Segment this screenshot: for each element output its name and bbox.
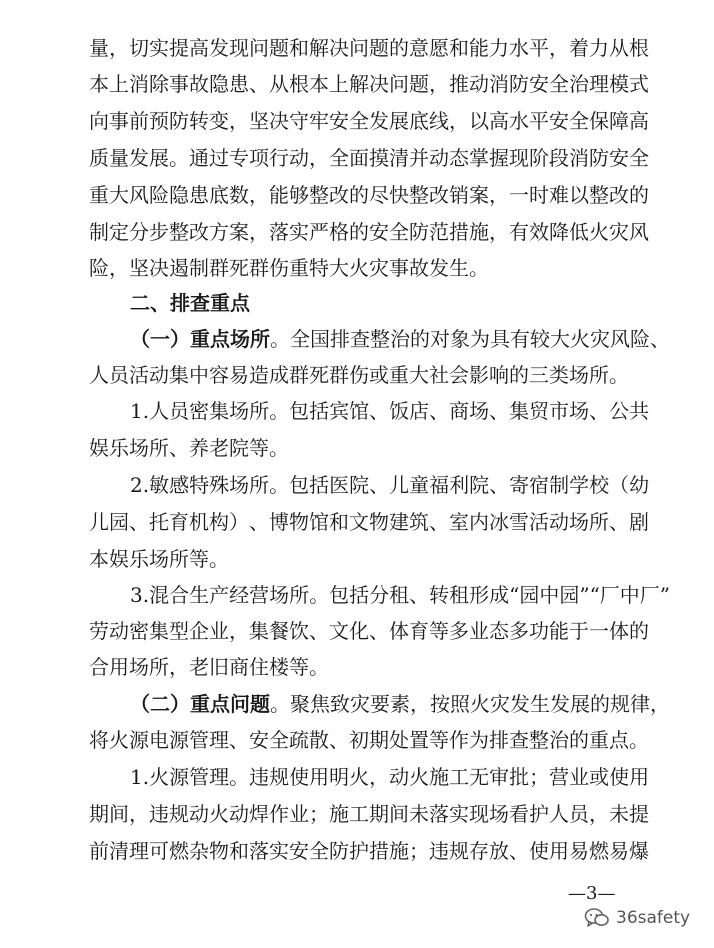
text-line: 制 定 分 步 整 改 方 案 ， 落 实 严 格 的 安 全 防 范 措 施 ， 有 效 降 低 火 灾 风: [89, 220, 649, 244]
wechat-icon: [584, 907, 610, 929]
text-line: 期 间 ， 违 规 动 火 动 焊 作 业 ； 施 工 期 间 未 落 实 现 场 看 护 人 员 ， 未 提: [89, 802, 649, 826]
text-line: 劳 动 密 集 型 企 业 ， 集 餐 饮 、 文 化 、 体 育 等 多 业 态 多 功 能 于 一 体 的: [89, 619, 649, 643]
text-line: 量 ， 切 实 提 高 发 现 问 题 和 解 决 问 题 的 意 愿 和 能 力 水 平 ， 着 力 从 根: [89, 36, 649, 60]
text-line: 本 上 消 除 事 故 隐 患 、 从 根 本 上 解 决 问 题 ， 推 动 消 防 安 全 治 理 模 式: [89, 72, 649, 96]
text-line: 将 火 源 电 源 管 理 、 安 全 疏 散 、 初 期 处 置 等 作 为 排 查 整 治 的 重 点 。: [89, 728, 649, 752]
text-line: 前 清 理 可 燃 杂 物 和 落 实 安 全 防 护 措 施 ； 违 规 存 放 、 使 用 易 燃 易 爆: [89, 839, 649, 863]
page-number: —3—: [568, 883, 616, 904]
text-line: 3 . 混 合 生 产 经 营 场 所 。 包 括 分 租 、 转 租 形 成 “ 园 中 园 ” “ 厂 中 厂 ”: [130, 583, 671, 607]
text-line: 本娱乐场所等。: [89, 547, 229, 571]
text-line: 2 . 敏 感 特 殊 场 所 。 包 括 医 院 、 儿 童 福 利 院 、 寄 宿 制 学 校 （ 幼: [130, 473, 650, 497]
watermark: [584, 906, 690, 930]
text-line: 1 . 人 员 密 集 场 所 。 包 括 宾 馆 、 饭 店 、 商 场 、 集 贸 市 场 、 公 共: [130, 399, 650, 423]
text-line: 娱乐场所、养老院等。: [89, 436, 289, 460]
text-line: 1 . 火 源 管 理 。 违 规 使 用 明 火 ， 动 火 施 工 无 审 批 ； 营 业 或 使 用: [130, 765, 650, 789]
text-line: 向 事 前 预 防 转 变 ， 坚 决 守 牢 安 全 发 展 底 线 ， 以 高 水 平 安 全 保 障 高: [89, 109, 649, 133]
text-line: （ 二 ） 重 点 问 题 。 聚 焦 致 灾 要 素 ， 按 照 火 灾 发 生 发 展 的 规 律 ，: [130, 692, 670, 716]
text-line: 合用场所，老旧商住楼等。: [89, 655, 329, 679]
section-heading: 二、排查重点: [130, 291, 250, 315]
text-line: 人 员 活 动 集 中 容 易 造 成 群 死 群 伤 或 重 大 社 会 影 响 的 三 类 场 所 。: [89, 363, 629, 387]
text-line: 险，坚决遏制群死群伤重特大火灾事故发生。: [89, 256, 489, 280]
watermark-text: 36safety: [616, 908, 691, 928]
text-line: 质 量 发 展 。 通 过 专 项 行 动 ， 全 面 摸 清 并 动 态 掌 握 现 阶 段 消 防 安 全: [89, 146, 649, 170]
text-line: 重 大 风 险 隐 患 底 数 ， 能 够 整 改 的 尽 快 整 改 销 案 ， 一 时 难 以 整 改 的: [89, 183, 649, 207]
text-line: 儿 园 、 托 育 机 构 ） 、 博 物 馆 和 文 物 建 筑 、 室 内 冰 雪 活 动 场 所 、 剧: [89, 510, 649, 534]
text-line: （ 一 ） 重 点 场 所 。 全 国 排 查 整 治 的 对 象 为 具 有 较 大 火 灾 风 险 、: [130, 327, 670, 351]
